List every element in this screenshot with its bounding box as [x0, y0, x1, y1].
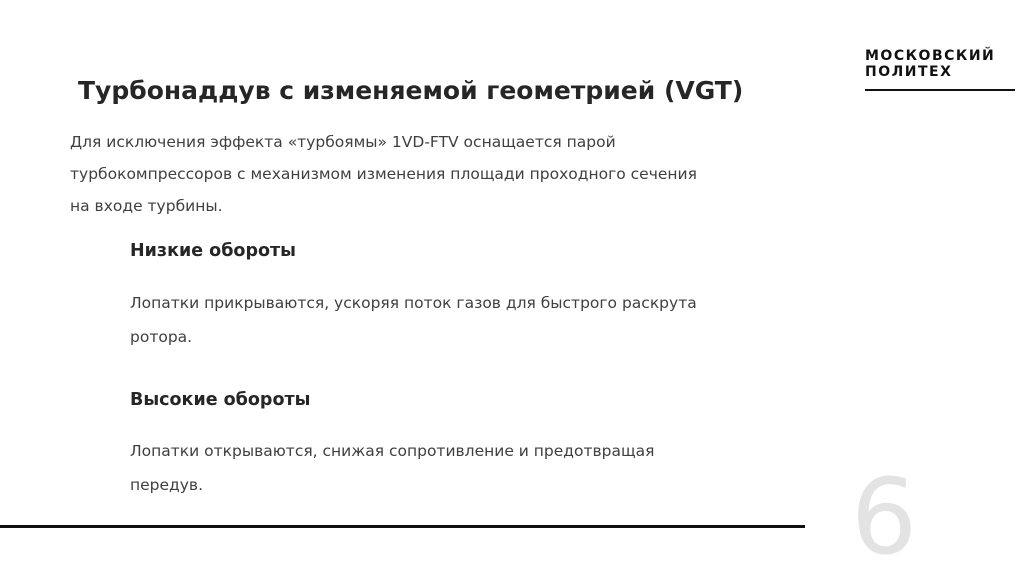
slide-title: Турбонаддув с изменяемой геометрией (VGT) — [78, 76, 744, 105]
section-text-high-rpm: Лопатки открываются, снижая сопротивление и предотвращая передув. — [130, 442, 655, 494]
section-text-low-rpm: Лопатки прикрываются, ускоряя поток газов для быстрого раскрута ротора. — [130, 294, 697, 346]
logo-underline — [865, 89, 1015, 91]
university-logo — [865, 48, 1015, 80]
logo-line-2: ПОЛИТЕХ — [865, 64, 953, 80]
intro-paragraph: Для исключения эффекта «турбоямы» 1VD-FTV оснащается парой турбокомпрессоров с механизмом изменения площади проходного сечения на входе турбины. — [70, 133, 697, 215]
logo-line-1: МОСКОВСКИЙ — [865, 48, 996, 64]
bottom-divider — [0, 525, 805, 528]
section-heading-low-rpm: Низкие обороты — [130, 241, 296, 261]
section-heading-high-rpm: Высокие обороты — [130, 390, 311, 410]
page-number: 6 — [851, 456, 918, 574]
